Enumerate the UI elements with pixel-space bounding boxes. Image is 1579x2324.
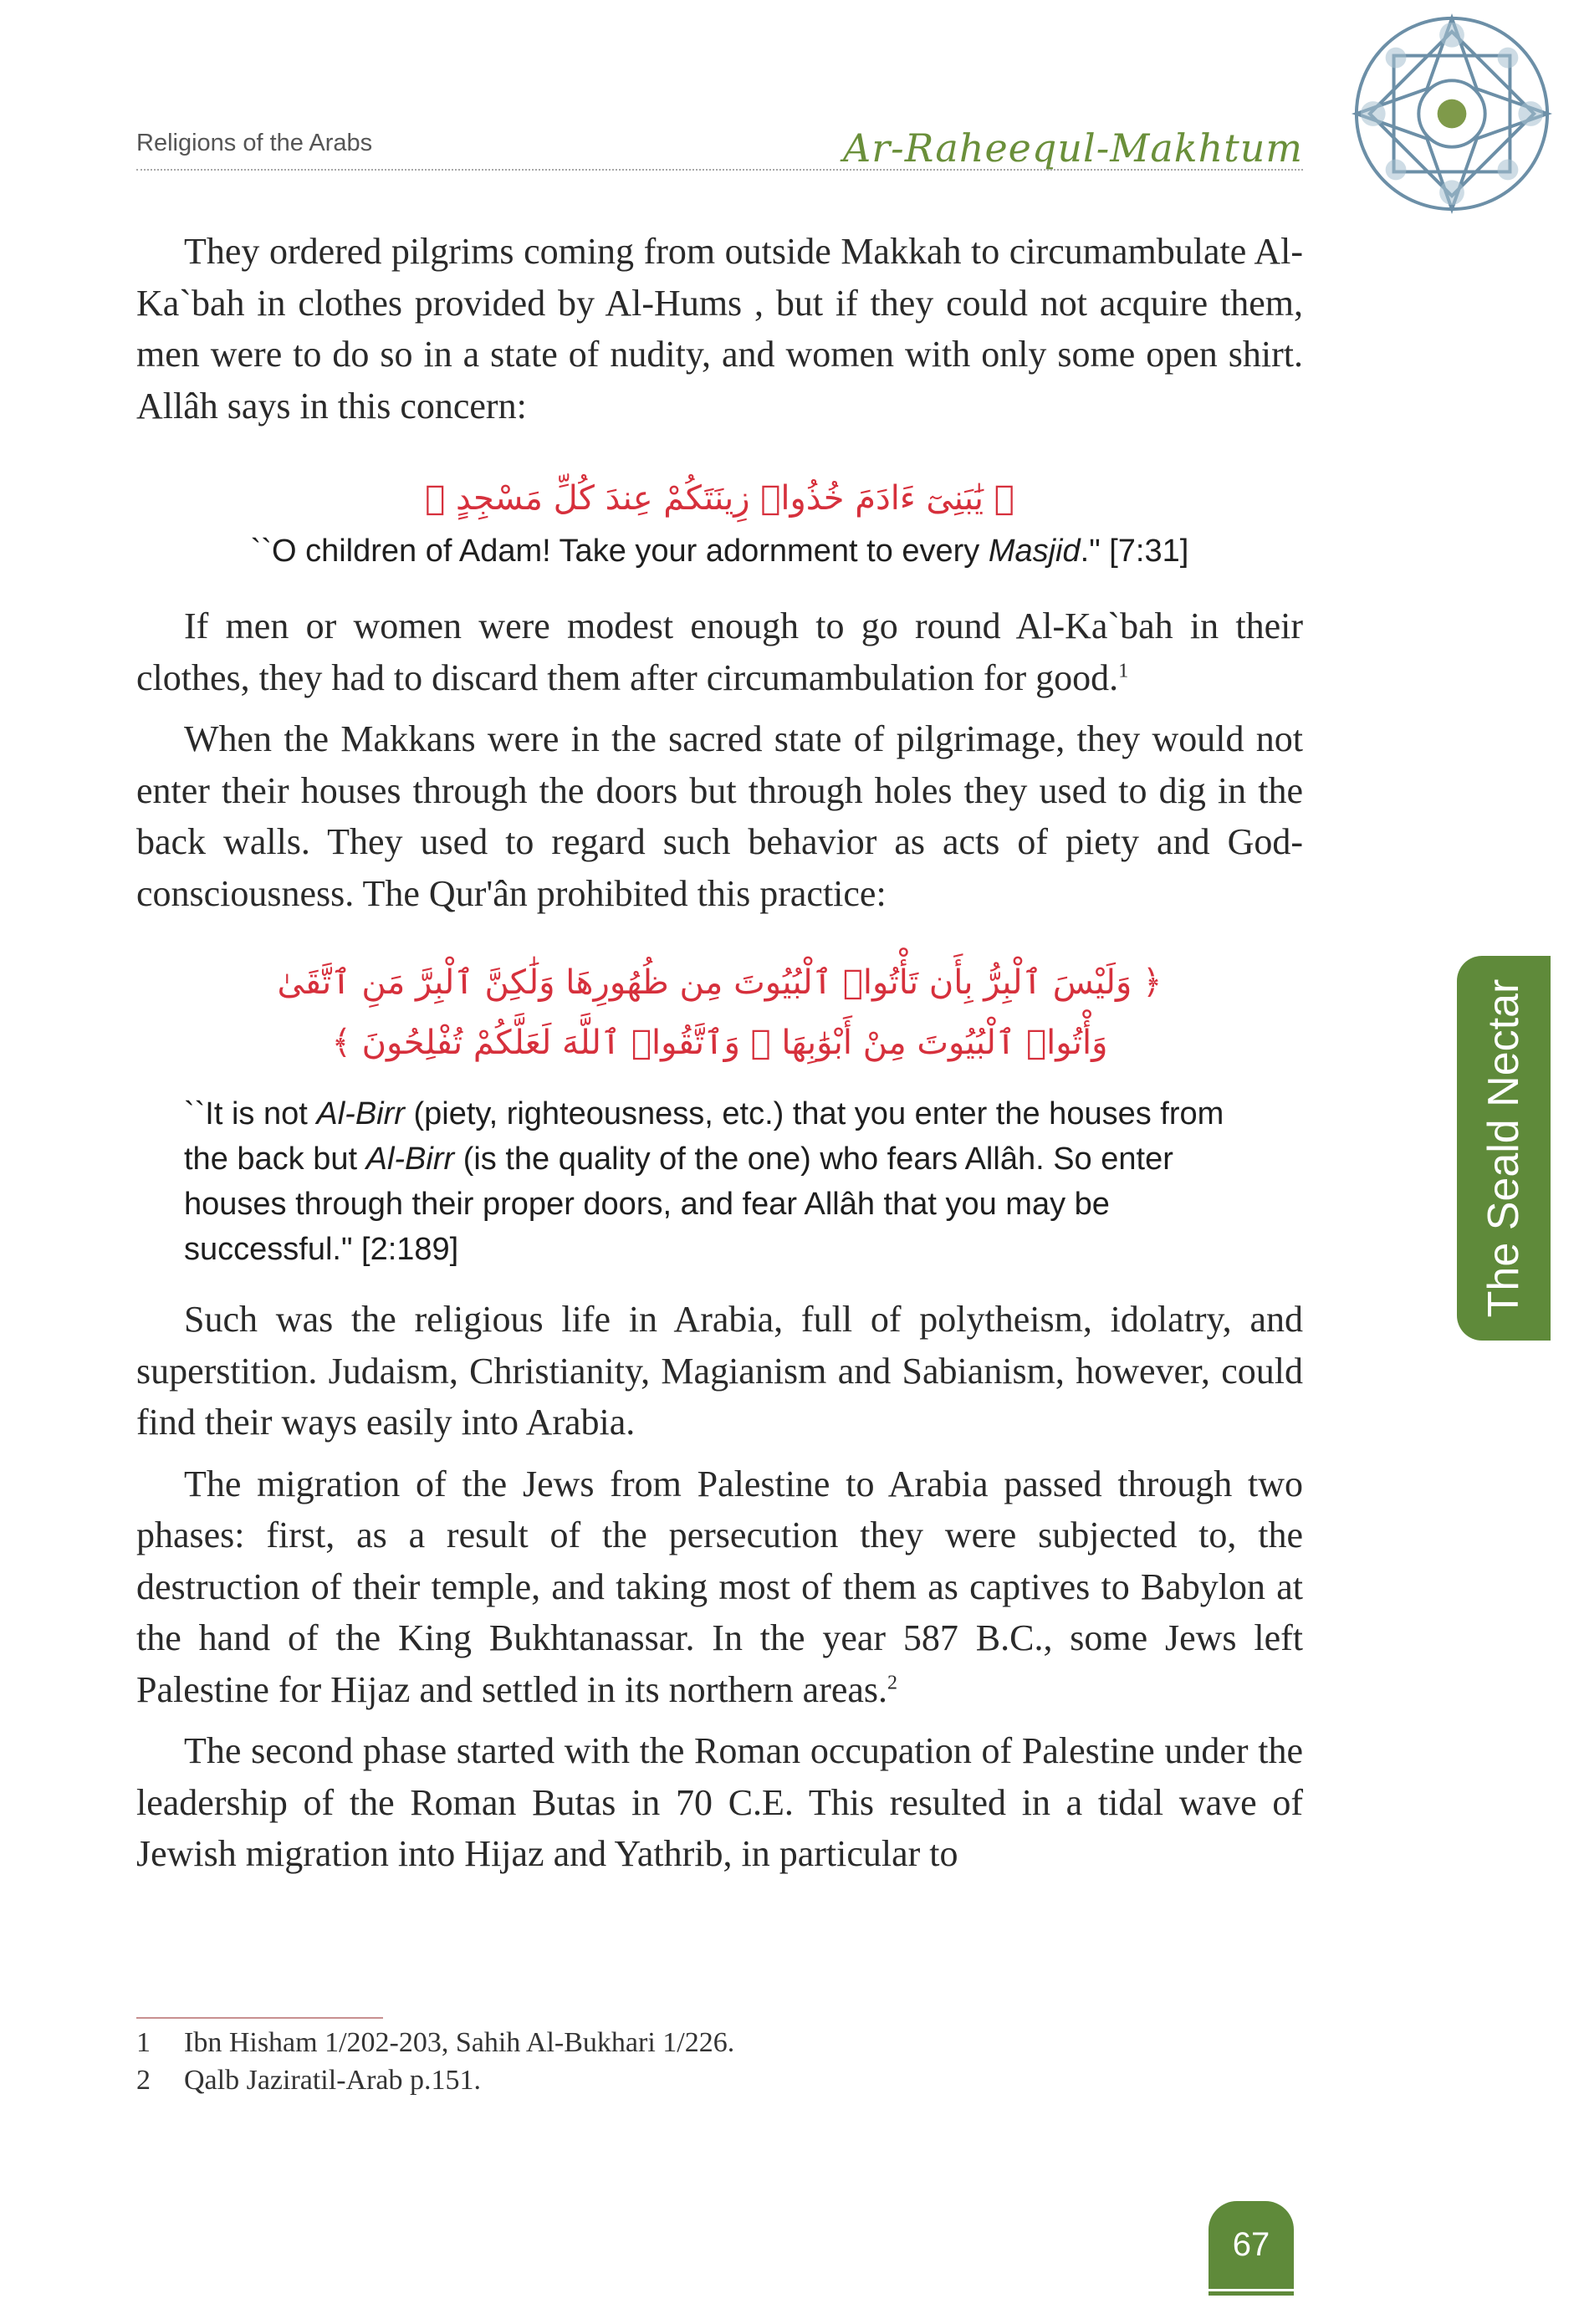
paragraph-6: The second phase started with the Roman occupation of Palestine under the leadership of the Roman Butas in 70 C.E. This resulted in a tidal wave of Jewish migration into Hijaz and Yathrib, in particular to [136,1730,1303,1874]
side-tab [1457,956,1551,1341]
footnote-rule [136,2017,383,2019]
page-number-underline [1209,2291,1294,2296]
main-text [136,226,1303,1880]
footnotes [136,2024,1224,2099]
paragraph-4: Such was the religious life in Arabia, full of polytheism, idolatry, and superstition. Judaism, Christianity, Magianism and Sabianism, however, could find their ways easily into Arabia. [136,1299,1303,1443]
quran-verse-7-31-arabic: ﴿ يَٰبَنِىٓ ءَادَمَ خُذُوا۟ زِينَتَكُمْ عِندَ كُلِّ مَسْجِدٍ ﴾ [425,479,1014,518]
quran-verse-2-189-arabic-line-2: وَأْتُوا۟ ٱلْبُيُوتَ مِنْ أَبْوَٰبِهَا ۚ وَٱتَّقُوا۟ ٱللَّهَ لَعَلَّكُمْ تُفْلِحُونَ ﴾ [331,1024,1108,1062]
quran-verse-2-189-translation: ``It is not Al-Birr (piety, righteousness, etc.) that you enter the houses from the back but Al-Birr (is the quality of the one) who fears Allâh. So enter houses through their proper doors, and fear Allâh that you may be successful." [2:189] [184,1096,1224,1267]
side-tab-label: The Seald Nectar [1479,978,1528,1318]
quran-verse-7-31-translation: ``O children of Adam! Take your adornment to every Masjid." [7:31] [250,534,1189,569]
paragraph-2: If men or women were modest enough to go round Al-Ka`bah in their clothes, they had to discard them after circumambulation for good.$^1$ [136,605,1303,698]
page-number: 67 [1209,2201,1294,2289]
footnote-ref-2: 2 [887,1671,898,1693]
section-running-head: Religions of the Arabs [136,130,373,156]
footnote-1: 1 Ibn Hisham 1/202-203, Sahih Al-Bukhari 1/226. [136,2027,735,2058]
paragraph-1: They ordered pilgrims coming from outside Makkah to circumambulate Al-Ka`bah in clothes provided by Al-Hums , but if they could not acquire them, men were to do so in a state of nudity, and women with only some open shirt. Allâh says in this concern: [136,231,1303,426]
paragraph-3: When the Makkans were in the sacred state of pilgrimage, they would not enter their houses through the doors but through holes they used to dig in the back walls. They used to regard such behavior as acts of piety and God-consciousness. The Qur'ân prohibited this practice: [136,718,1303,914]
geometric-ornament [1348,10,1556,217]
book-title-running-head: Ar-Raheequl-Makhtum [842,125,1303,171]
footnote-2: 2 Qalb Jaziratil-Arab p.151. [136,2065,481,2096]
quran-verse-2-189-arabic-line-1: ﴿ وَلَيْسَ ٱلْبِرُّ بِأَن تَأْتُوا۟ ٱلْبُيُوتَ مِن ظُهُورِهَا وَلَٰكِنَّ ٱلْبِرَّ مَنِ ٱتَّقَىٰ [277,963,1163,1002]
footnote-ref-1: 1 [1118,659,1129,682]
header-rule [136,169,1303,171]
paragraph-5: The migration of the Jews from Palestine to Arabia passed through two phases: first, as a result of the persecution they were subjected to, the destruction of their temple, and taking most of them as captives to Babylon at the hand of the King Bukhtanassar. In the year 587 B.C., some Jews left Palestine for Hijaz and settled in its northern areas.$^2$ [136,1463,1303,1710]
